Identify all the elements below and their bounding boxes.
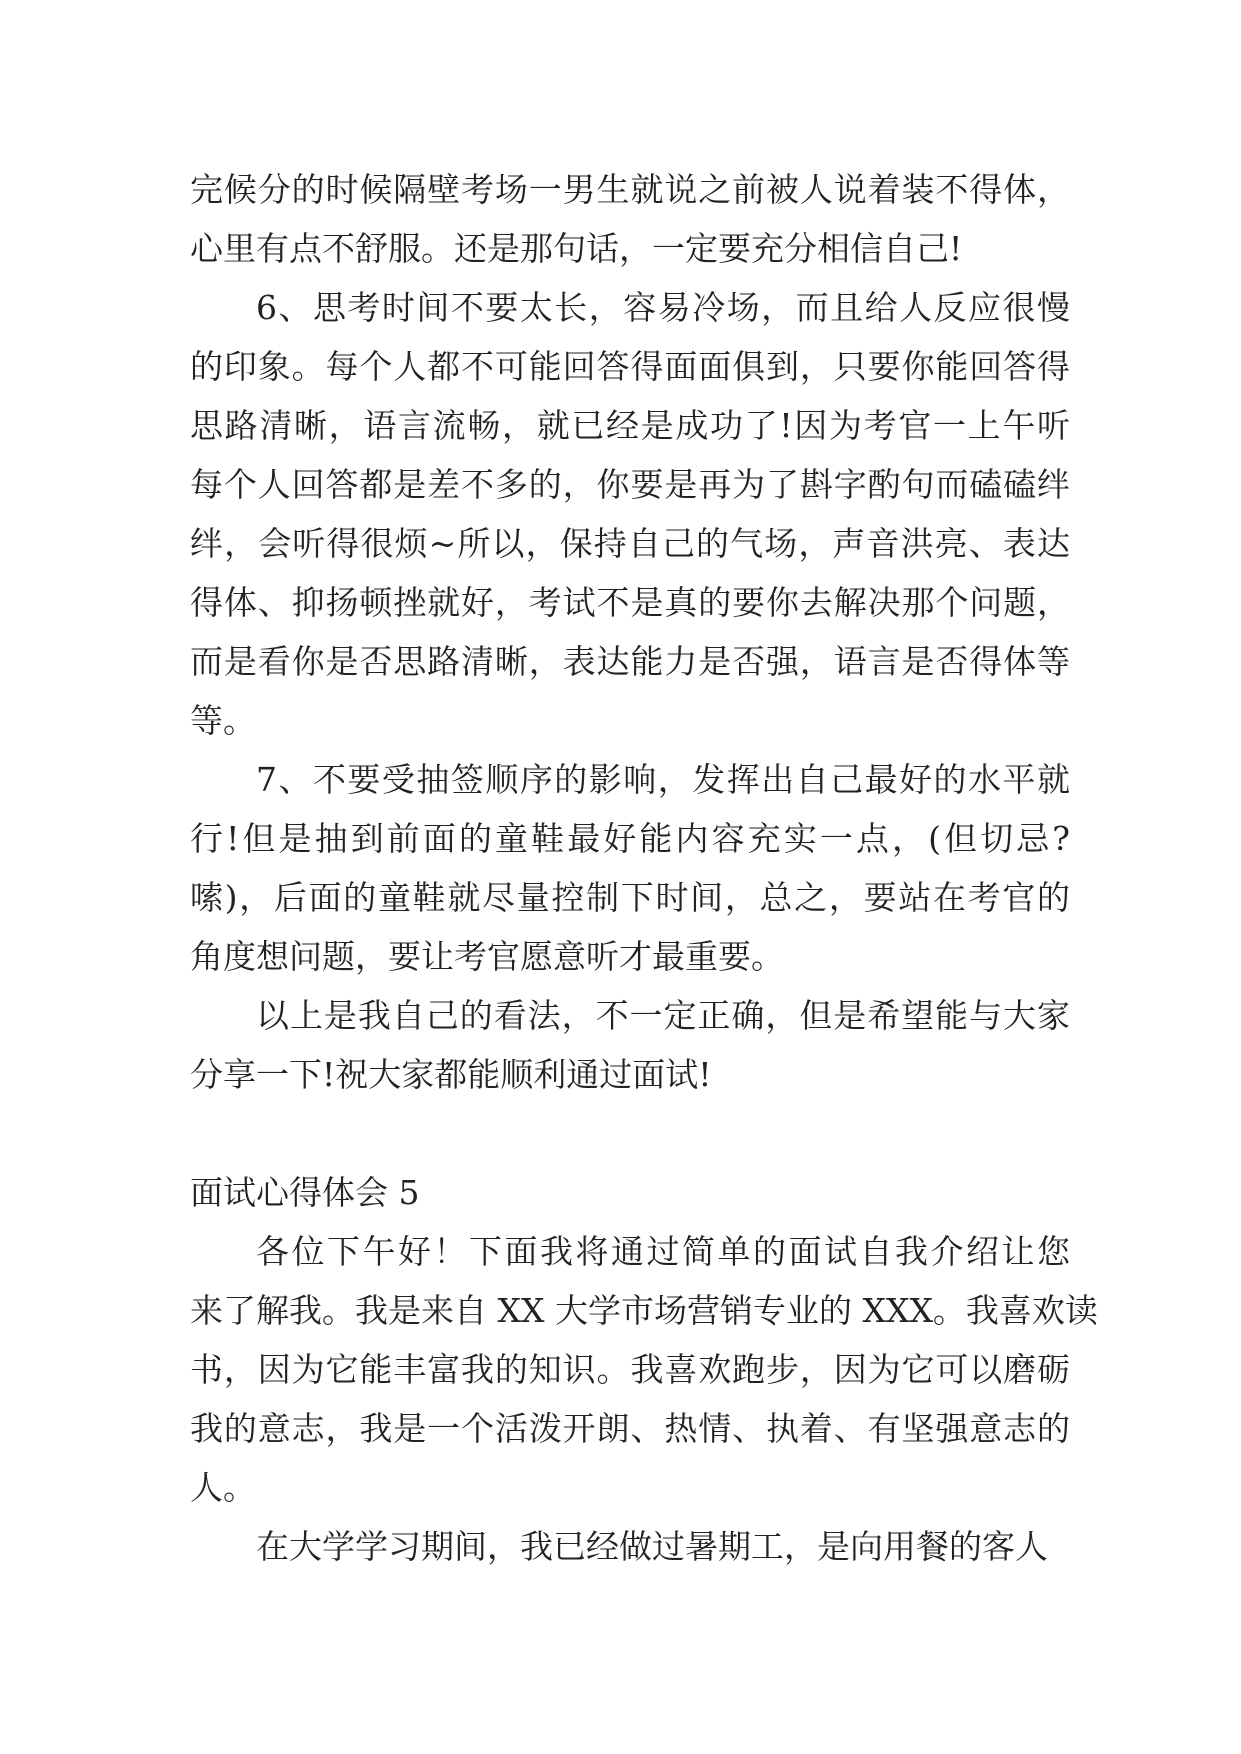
text-line: 人。: [190, 1468, 256, 1507]
document-body: [190, 160, 1098, 1576]
text-line: 的印象。每个人都不可能回答得面面俱到，只要你能回答得: [190, 347, 1070, 386]
paragraph: [190, 278, 1070, 750]
text-line: 以上是我自己的看法，不一定正确，但是希望能与大家: [256, 996, 1070, 1035]
paragraph: [190, 750, 1070, 986]
text-line: 思路清晰，语言流畅，就已经是成功了!因为考官一上午听: [190, 406, 1070, 445]
text-line: 来了解我。我是来自 XX 大学市场营销专业的 XXX。我喜欢读: [190, 1291, 1098, 1330]
section-gap: [190, 1104, 1070, 1163]
text-line: 绊，会听得很烦~所以，保持自己的气场，声音洪亮、表达: [190, 524, 1070, 563]
text-line: 书，因为它能丰富我的知识。我喜欢跑步，因为它可以磨砺: [190, 1350, 1070, 1389]
text-line: 等。: [190, 701, 256, 740]
text-line: 6、思考时间不要太长，容易冷场，而且给人反应很慢: [256, 288, 1070, 327]
paragraph: [190, 986, 1070, 1104]
text-line: 完候分的时候隔壁考场一男生就说之前被人说着装不得体，: [190, 170, 1070, 209]
text-line: 每个人回答都是差不多的，你要是再为了斟字酌句而磕磕绊: [190, 465, 1070, 504]
text-line: 嗦)，后面的童鞋就尽量控制下时间，总之，要站在考官的: [190, 878, 1070, 917]
paragraph: [190, 160, 1070, 278]
text-line: 角度想问题，要让考官愿意听才最重要。: [190, 937, 784, 976]
text-line: 我的意志，我是一个活泼开朗、热情、执着、有坚强意志的: [190, 1409, 1070, 1448]
text-line: 心里有点不舒服。还是那句话，一定要充分相信自己!: [190, 229, 963, 268]
paragraph: [190, 1517, 1070, 1576]
text-line: 各位下午好！下面我将通过简单的面试自我介绍让您: [256, 1232, 1070, 1271]
text-line: 分享一下!祝大家都能顺利通过面试!: [190, 1055, 712, 1094]
paragraph: [190, 1222, 1098, 1517]
text-line: 而是看你是否思路清晰，表达能力是否强，语言是否得体等: [190, 642, 1070, 681]
text-line: 行!但是抽到前面的童鞋最好能内容充实一点，(但切忌?: [190, 819, 1070, 858]
section-heading: 面试心得体会 5: [190, 1173, 420, 1212]
text-line: 在大学学习期间，我已经做过暑期工，是向用餐的客人: [256, 1527, 1048, 1566]
text-line: 7、不要受抽签顺序的影响，发挥出自己最好的水平就: [256, 760, 1070, 799]
text-line: 得体、抑扬顿挫就好，考试不是真的要你去解决那个问题，: [190, 583, 1070, 622]
